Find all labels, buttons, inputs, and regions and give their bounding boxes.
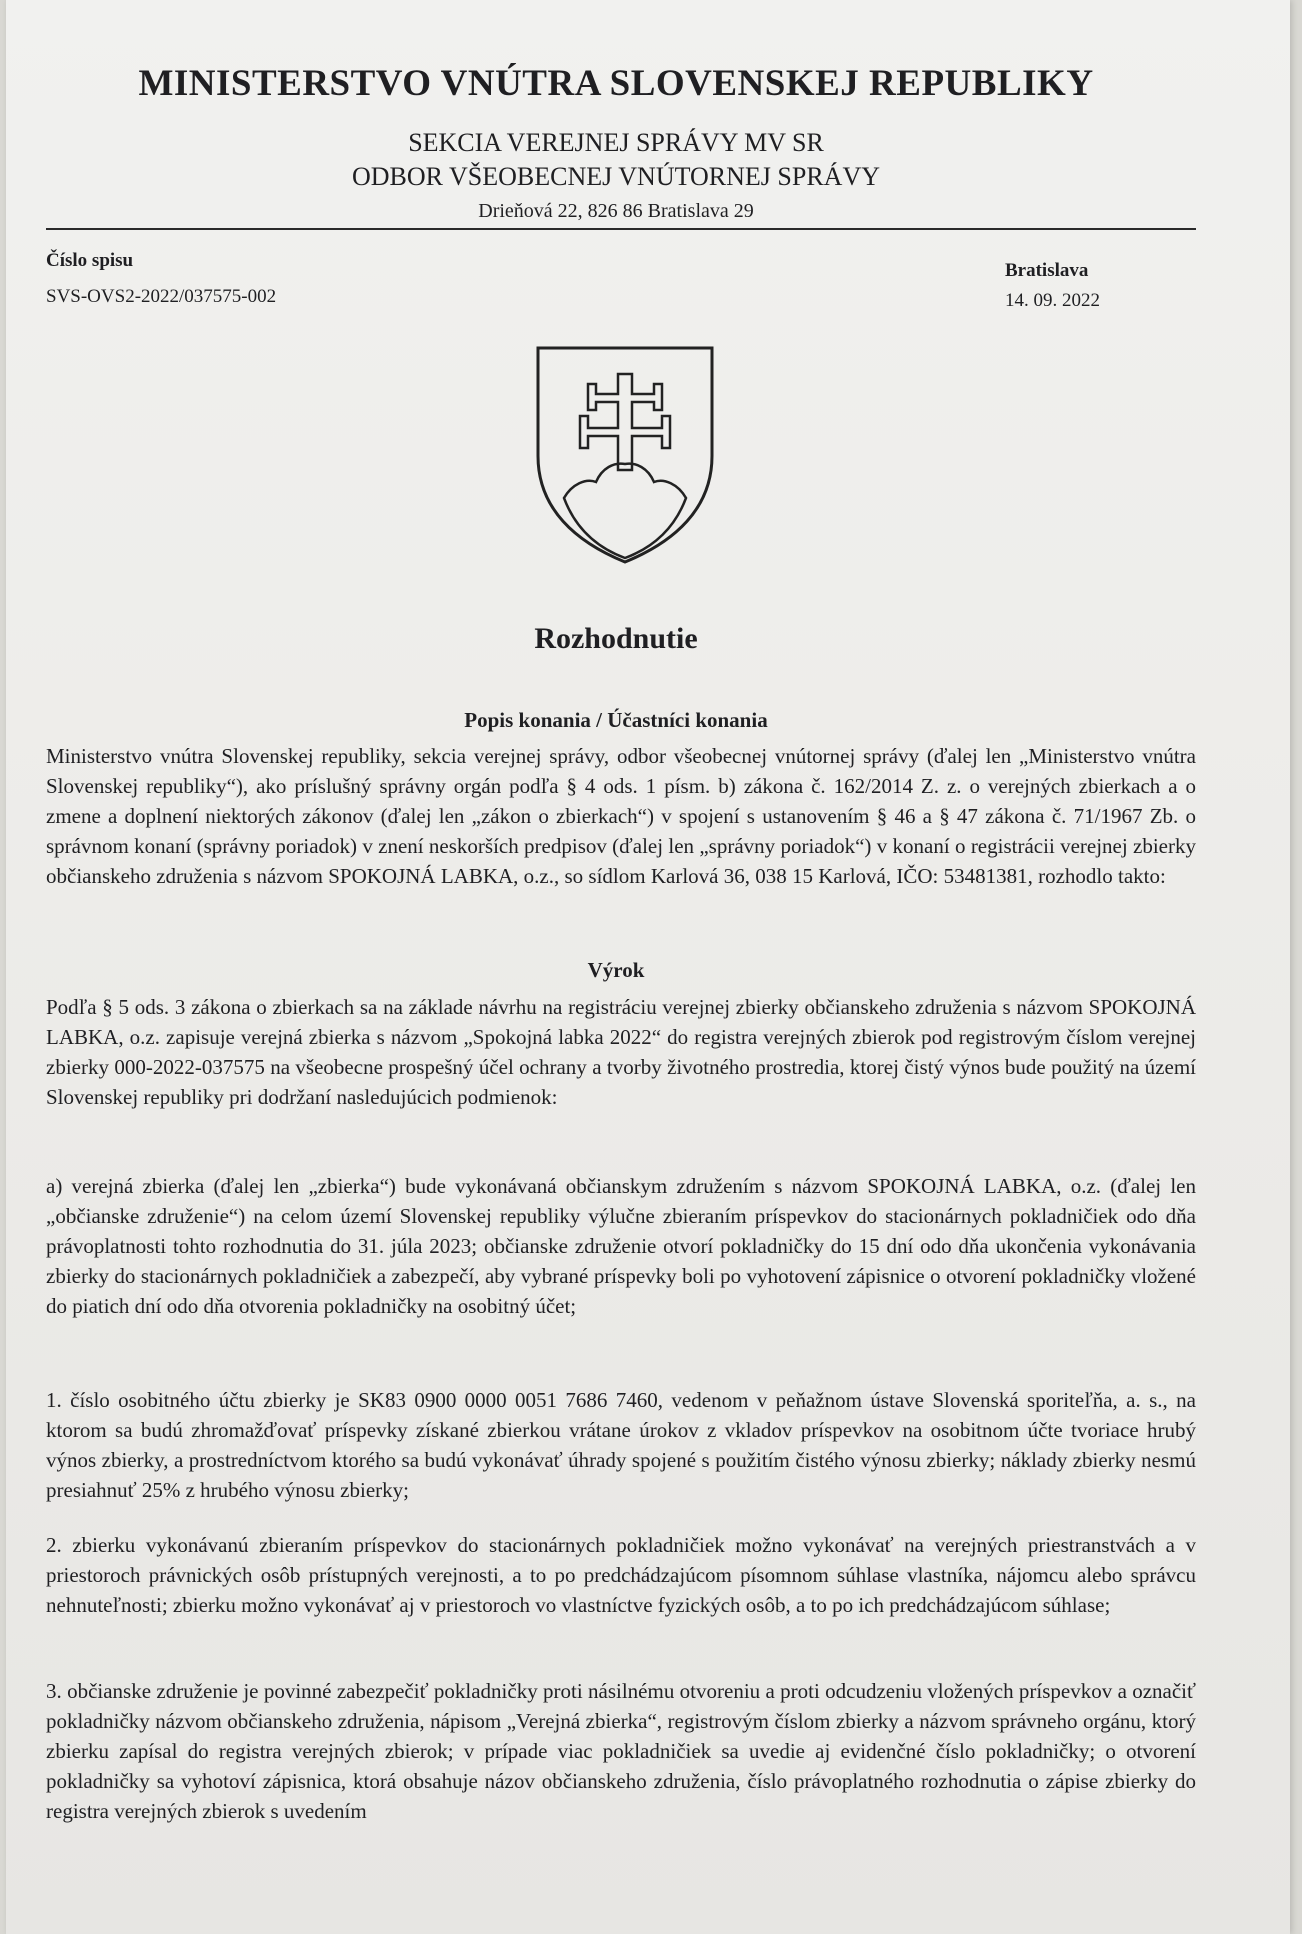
verdict-title: Výrok bbox=[587, 958, 645, 982]
proceedings-title: Popis konania / Účastníci konania bbox=[464, 708, 768, 732]
file-number-label: Číslo spisu bbox=[46, 250, 134, 271]
department-name: ODBOR VŠEOBECNEJ VNÚTORNEJ SPRÁVY bbox=[351, 162, 881, 191]
condition-item-2: 2. zbierku vykonávanú zbieraním príspevkov do stacionárnych pokladničiek možno vykonávať na verejných priestranstvách a v priestoroch právnických osôb prístupných verejnosti, a to po predchádzajúcom písomnom súhlase vlastníka, nájomcu alebo správcu nehnuteľnosti; zbierku možno vykonávať aj v priestoroch vo vlastníctve fyzických osôb, a to po ich predchádzajúcom súhlase; bbox=[46, 1533, 1196, 1617]
proceedings-paragraph: Ministerstvo vnútra Slovenskej republiky, sekcia verejnej správy, odbor všeobecnej vnútornej správy (ďalej len „Ministerstvo vnútra Slovenskej republiky“), ako príslušný správny orgán podľa § 4 ods. 1 písm. b) zákona č. 162/2014 Z. z. o verejných zbierkach a o zmene a doplnení niektorých zákonov (ďalej len „zákon o zbierkach“) v spojení s ustanovením § 46 a § 47 zákona č. 71/1967 Zb. o správnom konaní (správny poriadok) v znení neskorších predpisov (ďalej len „správny poriadok“) v konaní o registrácii verejnej zbierky občianskeho združenia s názvom SPOKOJNÁ LABKA, o.z., so sídlom Karlová 36, 038 15 Karlová, IČO: 53481381, rozhodlo takto: bbox=[46, 744, 1196, 888]
issue-place: Bratislava bbox=[1005, 260, 1089, 281]
condition-item-1: 1. číslo osobitného účtu zbierky je SK83 0900 0000 0051 7686 7460, vedenom v peňažnom ústave Slovenská sporiteľňa, a. s., na ktorom sa budú zhromažďovať príspevky získané zbierkou vrátane úrokov z vkladov príspevkov na osobitnom účte tvoriace hrubý výnos zbierky, a prostredníctvom ktorého sa budú vykonávať úhrady spojené s použitím čistého výnosu zbierky; náklady zbierky nesmú presiahnuť 25% z hrubého výnosu zbierky; bbox=[46, 1388, 1196, 1502]
verdict-paragraph: Podľa § 5 ods. 3 zákona o zbierkach sa na základe návrhu na registráciu verejnej zbierky občianskeho združenia s názvom SPOKOJNÁ LABKA, o.z. zapisuje verejná zbierka s názvom „Spokojná labka 2022“ do registra verejných zbierok pod registrovým číslom verejnej zbierky 000-2022-037575 na všeobecne prospešný účel ochrany a tvorby životného prostredia, ktorej čistý výnos bude použitý na území Slovenskej republiky pri dodržaní nasledujúcich podmienok: bbox=[46, 995, 1196, 1109]
slovak-coat-of-arms-icon bbox=[534, 344, 716, 566]
issue-date: 14. 09. 2022 bbox=[1005, 290, 1100, 311]
condition-a-paragraph: a) verejná zbierka (ďalej len „zbierka“) bude vykonávaná občianskym združením s názvom SPOKOJNÁ LABKA, o.z. (ďalej len „občianske združenie“) na celom území Slovenskej republiky výlučne zbieraním príspevkov do stacionárnych pokladničiek odo dňa právoplatnosti tohto rozhodnutia do 31. júla 2023; občianske združenie otvorí pokladničky do 15 dní odo dňa ukončenia vykonávania zbierky do stacionárnych pokladničiek a zabezpečí, aby vybrané príspevky boli po vyhotovení zápisnice o otvorení pokladničky vložené do piatich dní odo dňa otvorenia pokladničky na osobitný účet; bbox=[46, 1174, 1196, 1318]
file-number: SVS-OVS2-2022/037575-002 bbox=[46, 286, 277, 307]
ministry-address: Drieňová 22, 826 86 Bratislava 29 bbox=[478, 200, 754, 222]
header-divider bbox=[46, 228, 1196, 230]
decision-heading: Rozhodnutie bbox=[534, 622, 698, 655]
section-name: SEKCIA VEREJNEJ SPRÁVY MV SR bbox=[408, 128, 824, 157]
document-page bbox=[6, 0, 1290, 1934]
condition-item-3: 3. občianske združenie je povinné zabezpečiť pokladničky proti násilnému otvoreniu a proti odcudzeniu vložených príspevkov a označiť pokladničky názvom občianskeho združenia, nápisom „Verejná zbierka“, registrovým číslom zbierky a názvom správneho orgánu, ktorý zbierku zapísal do registra verejných zbierok; v prípade viac pokladničiek sa uvedie aj evidenčné číslo pokladničky; o otvorení pokladničky sa vyhotoví zápisnica, ktorá obsahuje názov občianskeho združenia, číslo právoplatného rozhodnutia o zápise zbierky do registra verejných zbierok s uvedením bbox=[46, 1679, 1196, 1823]
ministry-title: MINISTERSTVO VNÚTRA SLOVENSKEJ REPUBLIKY bbox=[138, 63, 1094, 104]
